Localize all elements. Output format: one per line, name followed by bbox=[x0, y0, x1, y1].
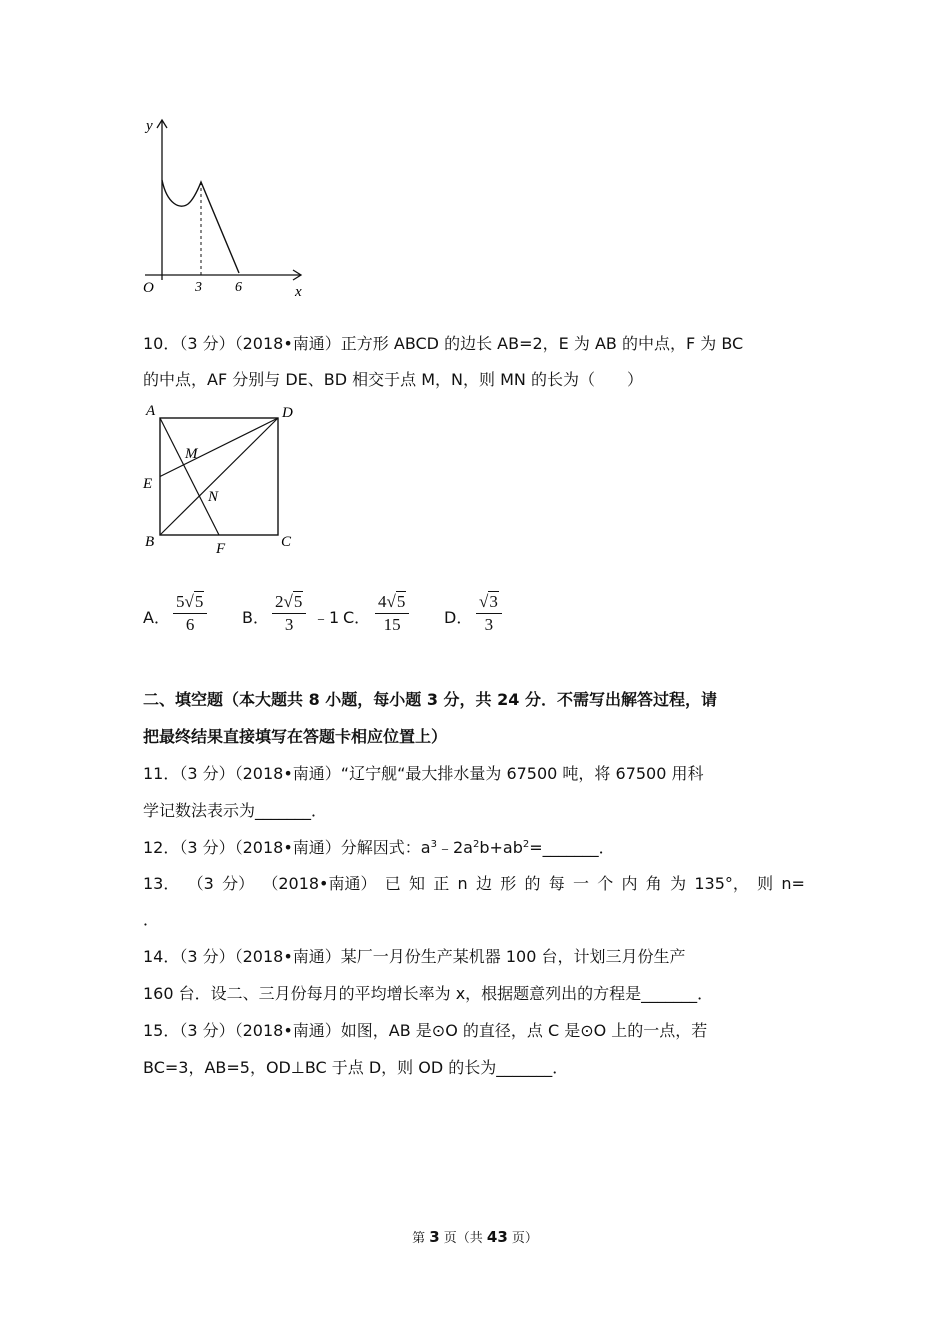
option-a-label: A． bbox=[143, 608, 170, 627]
option-d-label: D． bbox=[444, 608, 473, 627]
option-a-fraction: $\frac{5√5}{6}$ bbox=[173, 592, 207, 636]
option-b-label: B． bbox=[242, 608, 269, 627]
q15-line1: 15．（3 分）（2018•南通）如图，AB 是⊙O 的直径，点 C 是⊙O 上的一点，若 bbox=[143, 1021, 708, 1040]
q11-line1: 11．（3 分）（2018•南通）“辽宁舰“最大排水量为 67500 吨，将 67500 用科 bbox=[143, 764, 704, 783]
section2-heading-line1: 二、填空题（本大题共 8 小题，每小题 3 分，共 24 分．不需写出解答过程，请 bbox=[143, 690, 717, 709]
q15-line2: BC=3，AB=5，OD⊥BC 于点 D，则 OD 的长为_______． bbox=[143, 1058, 569, 1077]
label-B: B bbox=[145, 534, 155, 550]
footer-page-number: 3 bbox=[429, 1228, 440, 1246]
option-b-fraction: $\frac{2√5}{3}$ bbox=[272, 592, 306, 636]
q14-line2: 160 台．设二、三月份每月的平均增长率为 x，根据题意列出的方程是_______． bbox=[143, 984, 714, 1003]
label-F: F bbox=[216, 541, 226, 557]
q10-line2: 的中点，AF 分别与 DE、BD 相交于点 M，N，则 MN 的长为（ ） bbox=[143, 370, 643, 389]
graph-tick-3: 3 bbox=[195, 280, 202, 295]
q10-options bbox=[143, 592, 563, 638]
option-c-label: C． bbox=[343, 608, 371, 627]
page-footer: 第 3 页（共 43 页） bbox=[412, 1228, 538, 1246]
graph-x-label: x bbox=[295, 284, 302, 300]
label-N: N bbox=[208, 489, 219, 505]
section2-heading-line2: 把最终结果直接填写在答题卡相应位置上） bbox=[143, 727, 448, 746]
option-d-fraction: $\frac{√3}{3}$ bbox=[476, 592, 502, 636]
function-graph bbox=[135, 112, 315, 302]
q11-line2: 学记数法表示为_______． bbox=[143, 801, 328, 820]
q10-line1: 10．（3 分）（2018•南通）正方形 ABCD 的边长 AB=2，E 为 AB 的中点，F 为 BC bbox=[143, 334, 744, 353]
q13-line1: 13． （3 分） （2018•南通） 已 知 正 n 边 形 的 每 一 个 内 角 为 135°， 则 n= bbox=[143, 874, 805, 893]
graph-tick-6: 6 bbox=[235, 280, 242, 295]
q14-line1: 14．（3 分）（2018•南通）某厂一月份生产某机器 100 台，计划三月份生产 bbox=[143, 947, 686, 966]
q12-line: 12．（3 分）（2018•南通）分解因式：$a^3﹣2a^2b+ab^2=\_\_\_\_\_\_\_$． bbox=[143, 838, 615, 857]
footer-total-pages: 43 bbox=[486, 1228, 508, 1246]
label-D: D bbox=[282, 405, 293, 421]
label-A: A bbox=[146, 403, 156, 419]
label-M: M bbox=[185, 446, 198, 462]
graph-origin-label: O bbox=[143, 280, 154, 296]
option-c-fraction: $\frac{4√5}{15}$ bbox=[375, 592, 409, 636]
q13-line2: ． bbox=[143, 910, 160, 929]
option-b-tail: ﹣1 bbox=[313, 608, 340, 627]
label-C: C bbox=[281, 534, 292, 550]
square-figure bbox=[140, 398, 310, 558]
graph-y-label: y bbox=[146, 118, 153, 134]
label-E: E bbox=[143, 476, 153, 492]
